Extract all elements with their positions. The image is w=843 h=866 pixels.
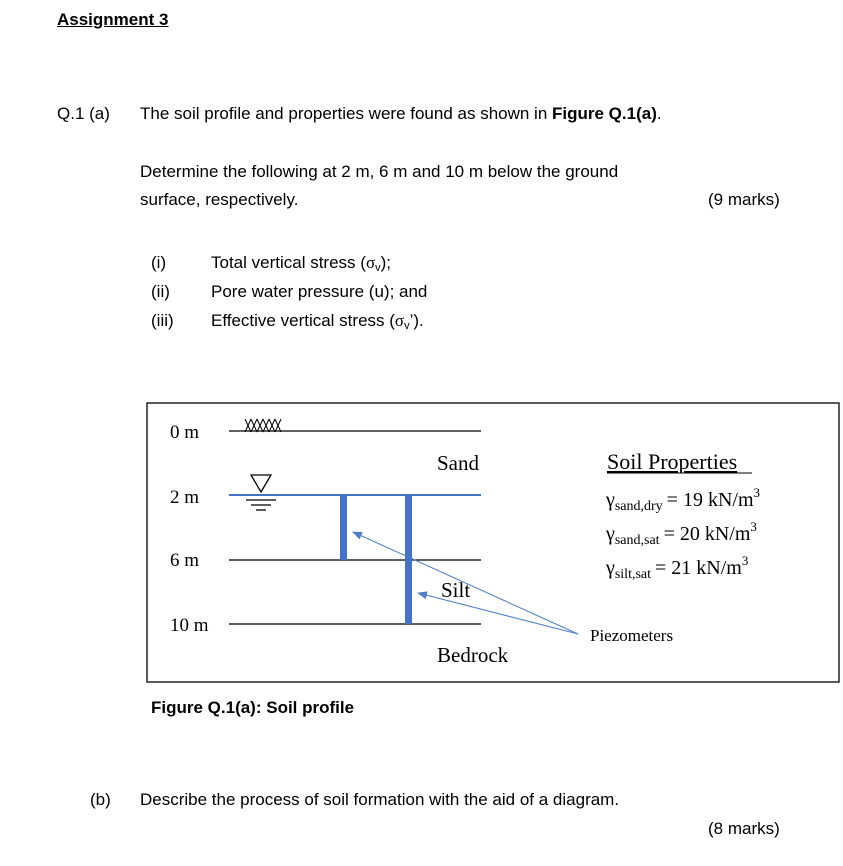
depth-label-6m: 6 m bbox=[170, 550, 200, 571]
figure-reference: Figure Q.1(a) bbox=[552, 104, 657, 123]
piezometers-label: Piezometers bbox=[590, 626, 674, 645]
figure-caption: Figure Q.1(a): Soil profile bbox=[151, 698, 355, 717]
ground-hatch-icon bbox=[245, 419, 281, 432]
depth-label-0m: 0 m bbox=[170, 422, 200, 443]
piezometer-short bbox=[340, 495, 347, 560]
layer-label-sand: Sand bbox=[437, 451, 479, 475]
depth-label-10m: 10 m bbox=[170, 615, 209, 636]
part-b-label: (b) bbox=[90, 790, 111, 809]
water-table-icon bbox=[246, 475, 276, 510]
depth-label-2m: 2 m bbox=[170, 487, 200, 508]
item-text-1: Total vertical stress $(\sigma_v)$; bbox=[211, 253, 391, 274]
pointer-arrow-long bbox=[418, 593, 578, 634]
property-sand-dry: $\gamma_{sand,dry} = 19$ $kN/m^3$ bbox=[606, 485, 761, 514]
layer-label-silt: Silt bbox=[441, 578, 471, 602]
determine-line-2: surface, respectively. bbox=[140, 190, 299, 209]
item-text-3: Effective vertical stress $(\sigma_v’)$. bbox=[211, 311, 424, 332]
piezometer-long bbox=[405, 495, 412, 624]
determine-line-1: Determine the following at 2 m, 6 m and 10 m below the ground bbox=[140, 162, 619, 181]
item-text-2: Pore water pressure (u); and bbox=[211, 282, 428, 301]
property-sand-sat: $\gamma_{sand,sat} = 20$ $kN/m^3$ bbox=[606, 519, 757, 548]
part-b-text: Describe the process of soil formation with the aid of a diagram. bbox=[140, 790, 620, 809]
item-number-3: (iii) bbox=[151, 311, 174, 330]
marks-part-a: (9 marks) bbox=[708, 190, 780, 209]
item-number-2: (ii) bbox=[151, 282, 170, 301]
property-silt-sat: $\gamma_{silt,sat} = 21$ $kN/m^3$ bbox=[606, 553, 749, 582]
question-label: Q.1 (a) bbox=[57, 104, 110, 123]
item-number-1: (i) bbox=[151, 253, 167, 272]
marks-part-b: (8 marks) bbox=[708, 819, 780, 838]
assignment-title: Assignment 3 bbox=[57, 10, 169, 29]
pointer-arrow-short bbox=[353, 532, 578, 634]
layer-label-bedrock: Bedrock bbox=[437, 643, 509, 667]
question-text: The soil profile and properties were found as shown in Figure Q.1(a). bbox=[140, 104, 662, 123]
properties-title: Soil Properties bbox=[607, 449, 738, 474]
